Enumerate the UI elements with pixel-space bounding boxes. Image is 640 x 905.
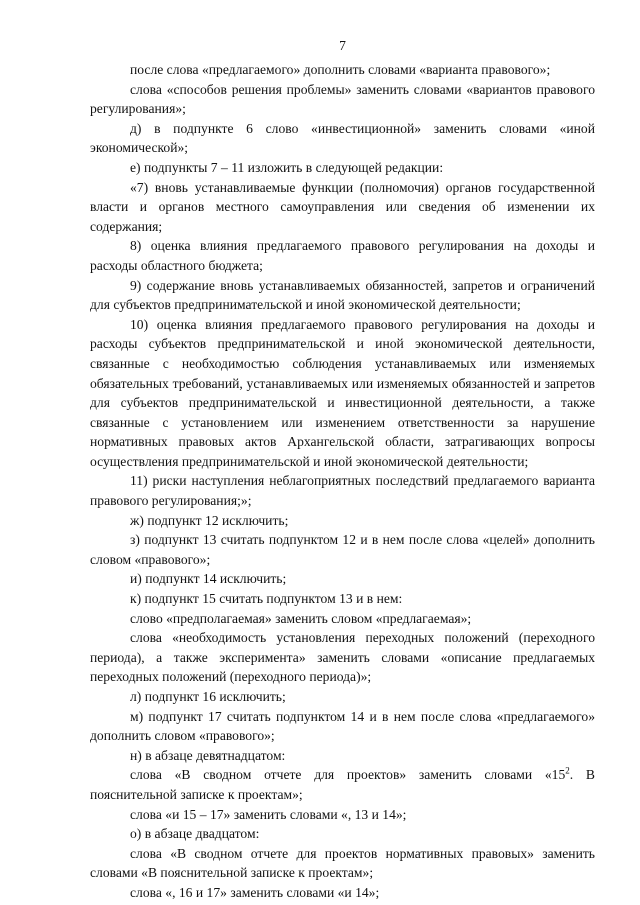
paragraph: 10) оценка влияния предлагаемого правового регулирования на доходы и расходы субъектов предпринимательской и иной экономической деятельности, связанные с необходимостью соблюдения устанавливаемых или изменяемых обязательных требований, устанавливаемых или изменяемых обязанностей и запретов для субъектов предпринимательской и инвестиционной деятельности, а также связанные с установлением или изменением ответственности за нарушение нормативных правовых актов Архангельской области, затрагивающих вопросы осуществления предпринимательской и иной экономической деятельности; (90, 316, 595, 469)
paragraph: и) подпункт 14 исключить; (130, 571, 287, 587)
paragraph: 11) риски наступления неблагоприятных последствий предлагаемого варианта правового регулирования;»; (90, 473, 595, 509)
paragraph: л) подпункт 16 исключить; (130, 689, 286, 704)
paragraph-text-before: слова «В сводном отчете для проектов» заменить словами «15 (130, 767, 566, 783)
paragraph: после слова «предлагаемого» дополнить словами «варианта правового»; (130, 62, 551, 77)
paragraph: ж) подпункт 12 исключить; (130, 512, 289, 528)
document-body (90, 60, 595, 903)
paragraph: слова «В сводном отчете для проектов нормативных правовых» заменить словами «В пояснительной записке к проектам»; (90, 845, 595, 881)
paragraph: «7) вновь устанавливаемые функции (полномочия) органов государственной власти и органов местного самоуправления или сведения об изменении их содержания; (90, 179, 595, 234)
paragraph: слова «и 15 – 17» заменить словами «, 13 и 14»; (130, 806, 407, 822)
paragraph: слова «необходимость установления переходных положений (переходного периода), а также эксперимента» заменить словами «описание предлагаемых переходных положений (переходного периода)»; (90, 630, 595, 685)
paragraph: е) подпункты 7 – 11 изложить в следующей редакции: (130, 159, 444, 175)
page-number: 7 (339, 38, 346, 53)
paragraph: о) в абзаце двадцатом: (130, 826, 260, 842)
superscript-number: 2 (565, 765, 570, 776)
paragraph: к) подпункт 15 считать подпунктом 13 и в нем: (130, 591, 403, 607)
paragraph: м) подпункт 17 считать подпунктом 14 и в нем после слова «предлагаемого» дополнить словом «правового»; (90, 708, 595, 744)
paragraph: з) подпункт 13 считать подпунктом 12 и в нем после слова «целей» дополнить словом «правового»; (90, 532, 595, 567)
paragraph: д) в подпункте 6 слово «инвестиционной» заменить словами «иной экономической»; (90, 120, 595, 156)
document-page (90, 0, 595, 905)
paragraph-with-superscript (90, 765, 595, 804)
paragraph: слова «, 16 и 17» заменить словами «и 14»; (130, 884, 380, 900)
paragraph: н) в абзаце девятнадцатом: (130, 747, 286, 763)
paragraph: 8) оценка влияния предлагаемого правового регулирования на доходы и расходы областного бюджета; (90, 238, 595, 273)
paragraph: слово «предполагаемая» заменить словом «предлагаемая»; (130, 610, 472, 626)
paragraph: слова «способов решения проблемы» заменить словами «вариантов правового регулирования»; (90, 81, 595, 117)
paragraph-text-after: . В пояснительной записке к проектам»; (90, 767, 595, 802)
paragraph: 9) содержание вновь устанавливаемых обязанностей, запретов и ограничений для субъектов предпринимательской и иной экономической деятельности; (90, 277, 595, 313)
